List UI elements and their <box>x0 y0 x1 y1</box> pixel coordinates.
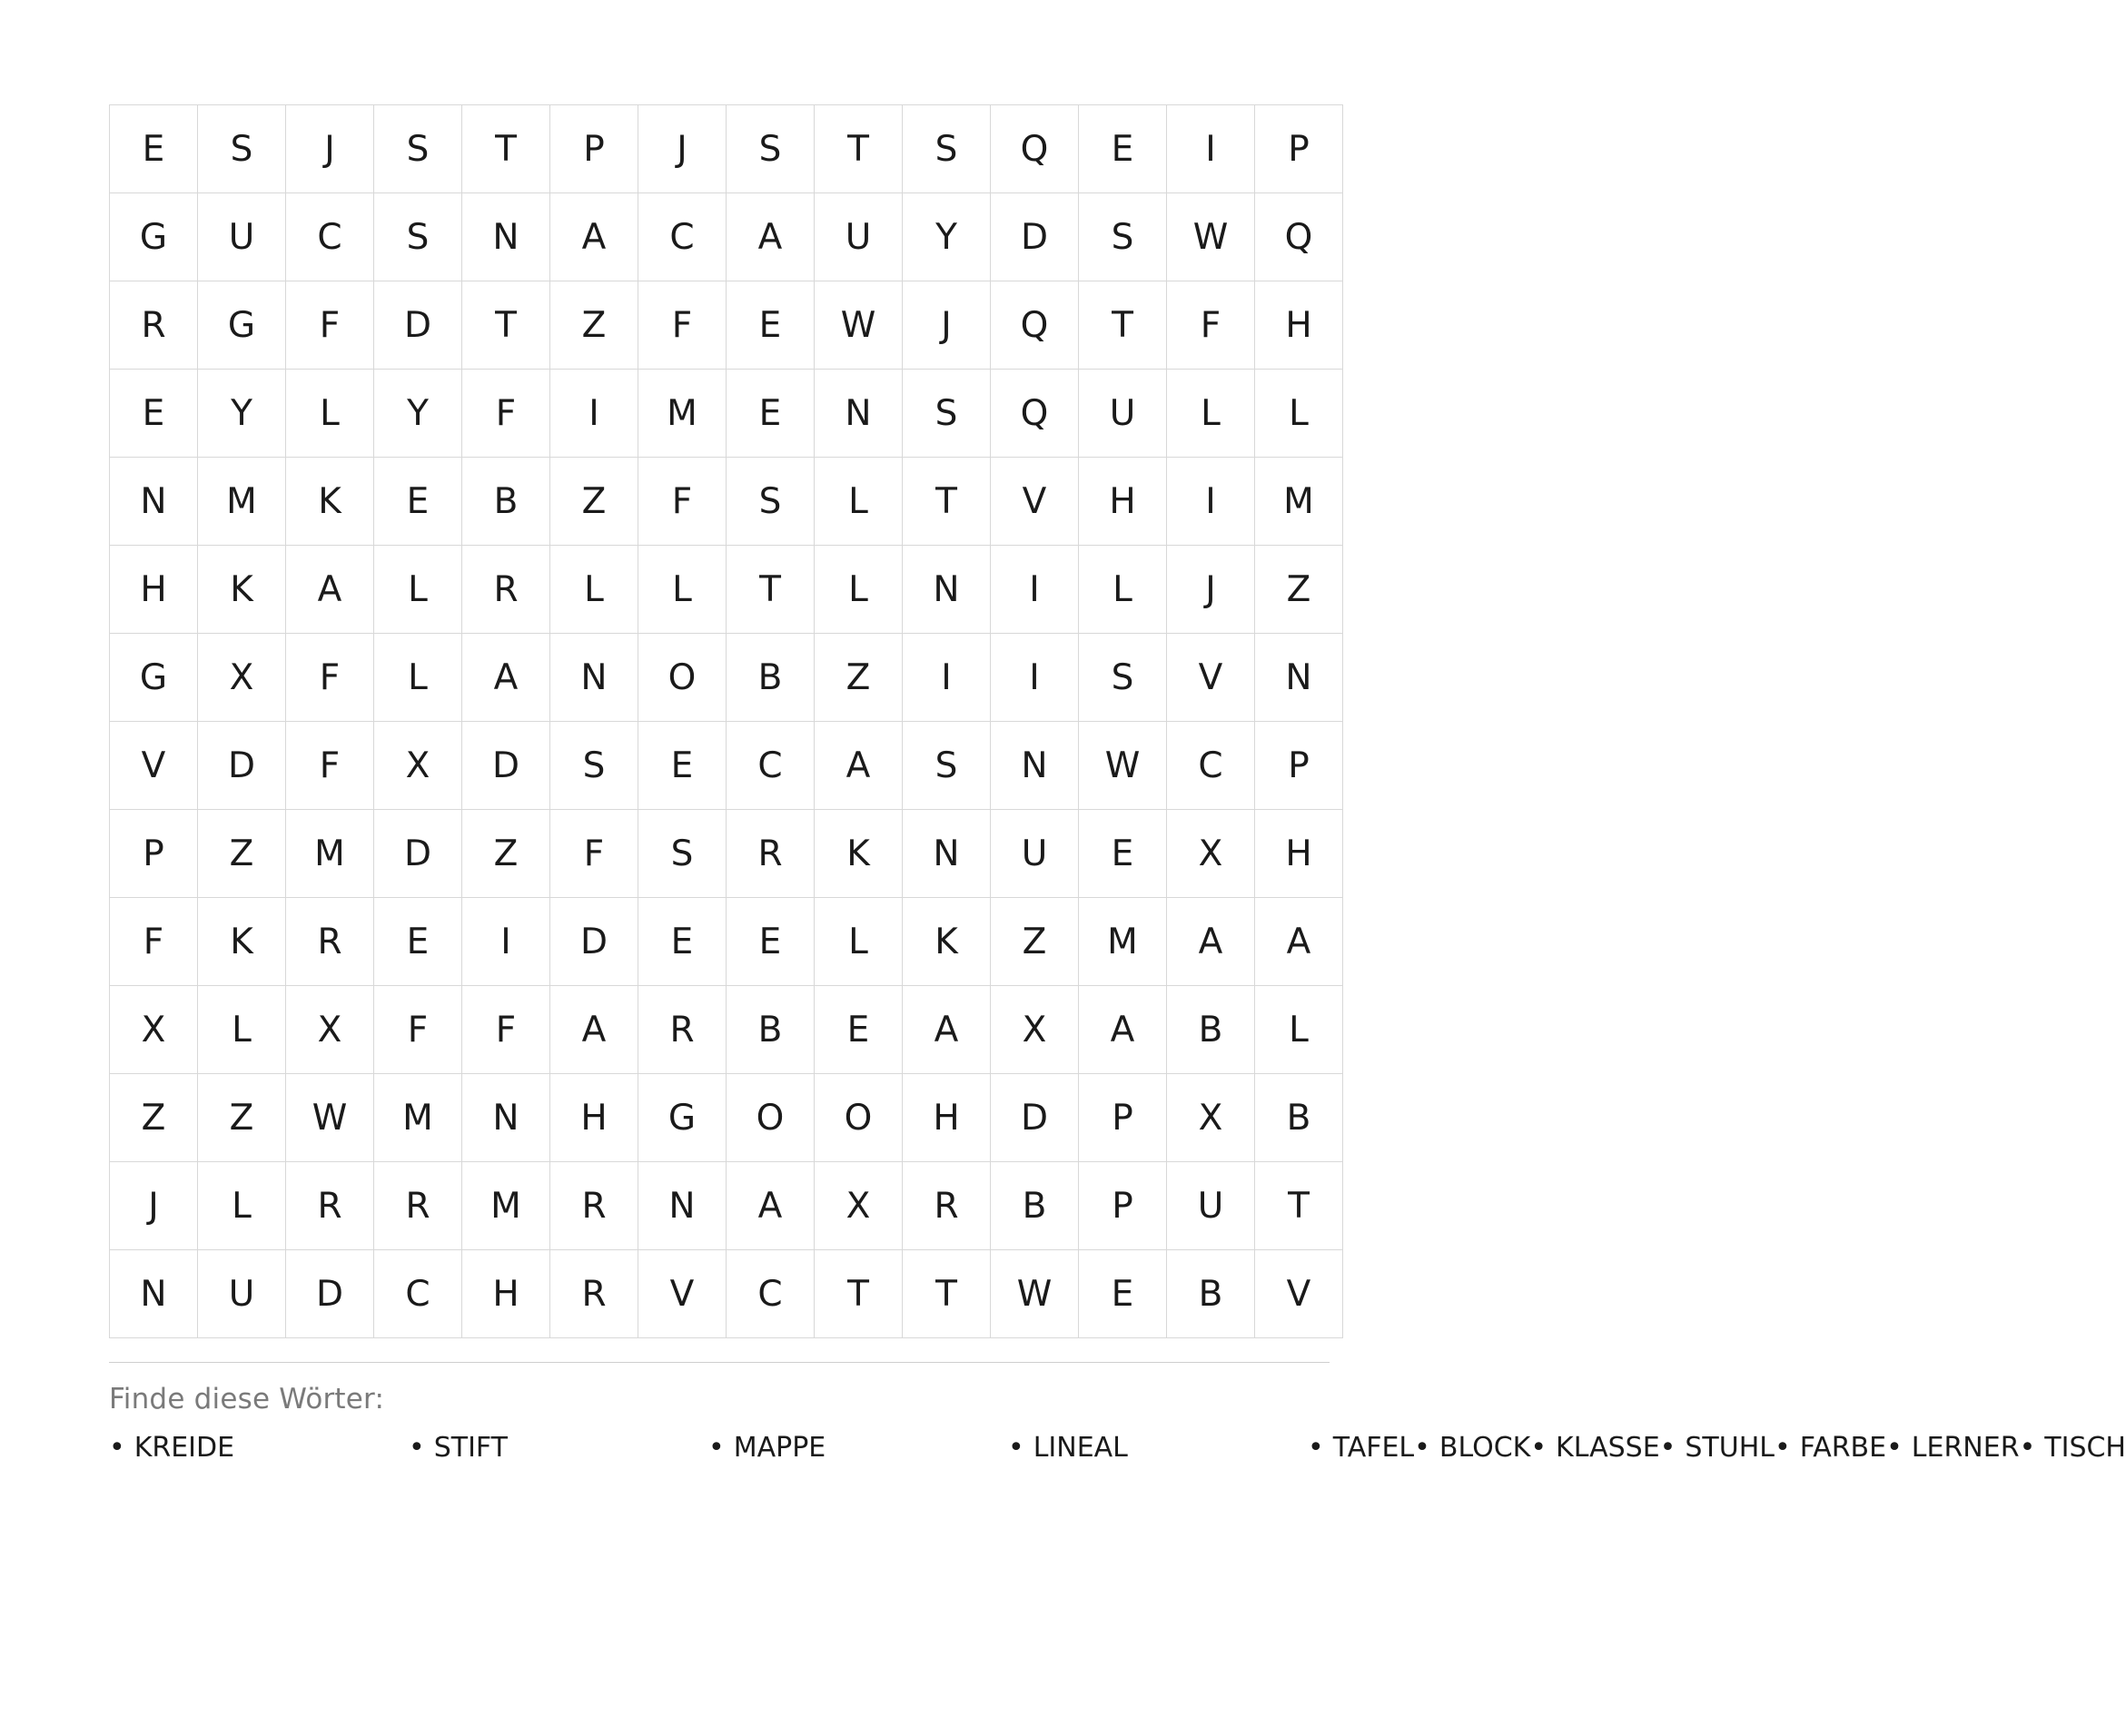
grid-cell[interactable]: H <box>550 1074 638 1162</box>
grid-cell[interactable]: L <box>374 634 462 722</box>
grid-cell[interactable]: M <box>462 1162 550 1250</box>
grid-cell[interactable]: F <box>374 986 462 1074</box>
bullet-icon: • <box>1414 1432 1430 1464</box>
grid-cell[interactable]: Z <box>815 634 903 722</box>
grid-cell[interactable]: L <box>550 546 638 634</box>
grid-cell[interactable]: R <box>286 1162 374 1250</box>
grid-cell[interactable]: R <box>374 1162 462 1250</box>
grid-cell[interactable]: S <box>1079 634 1167 722</box>
grid-cell[interactable]: D <box>462 722 550 810</box>
grid-cell[interactable]: G <box>198 281 286 370</box>
grid-cell[interactable]: S <box>727 105 815 193</box>
bullet-icon: • <box>1308 1432 1324 1464</box>
grid-cell[interactable]: E <box>638 898 727 986</box>
grid-cell[interactable]: Q <box>991 105 1079 193</box>
grid-cell[interactable]: T <box>1255 1162 1343 1250</box>
grid-cell[interactable]: H <box>1079 458 1167 546</box>
grid-cell[interactable]: S <box>374 105 462 193</box>
grid-cell[interactable]: C <box>727 722 815 810</box>
grid-cell[interactable]: X <box>374 722 462 810</box>
grid-cell[interactable]: D <box>198 722 286 810</box>
grid-cell[interactable]: V <box>110 722 198 810</box>
grid-cell[interactable]: N <box>638 1162 727 1250</box>
grid-cell[interactable]: B <box>727 634 815 722</box>
grid-cell[interactable]: S <box>198 105 286 193</box>
grid-cell[interactable]: T <box>815 105 903 193</box>
grid-cell[interactable]: Y <box>903 193 991 281</box>
grid-cell[interactable]: U <box>198 193 286 281</box>
grid-cell[interactable]: H <box>462 1250 550 1338</box>
grid-cell[interactable]: G <box>638 1074 727 1162</box>
grid-cell[interactable]: A <box>815 722 903 810</box>
grid-cell[interactable]: T <box>903 1250 991 1338</box>
grid-cell[interactable]: L <box>1255 986 1343 1074</box>
grid-cell[interactable]: T <box>462 105 550 193</box>
grid-cell[interactable]: B <box>991 1162 1079 1250</box>
bullet-icon: • <box>409 1432 425 1464</box>
wordlist-item-label: TAFEL <box>1332 1432 1415 1464</box>
grid-cell[interactable]: E <box>374 458 462 546</box>
section-divider <box>109 1362 1330 1363</box>
grid-cell[interactable]: X <box>110 986 198 1074</box>
grid-cell[interactable]: L <box>1255 370 1343 458</box>
grid-cell[interactable]: T <box>903 458 991 546</box>
grid-cell[interactable]: F <box>638 281 727 370</box>
grid-cell[interactable]: S <box>903 722 991 810</box>
wordlist-title: Finde diese Wörter: <box>109 1383 385 1415</box>
wordlist-item[interactable] <box>2020 1432 2126 1482</box>
grid-cell[interactable]: O <box>727 1074 815 1162</box>
grid-cell[interactable]: U <box>991 810 1079 898</box>
grid-cell[interactable]: N <box>110 1250 198 1338</box>
grid-cell[interactable]: D <box>374 281 462 370</box>
grid-cell[interactable]: W <box>991 1250 1079 1338</box>
grid-cell[interactable]: W <box>1167 193 1255 281</box>
grid-cell[interactable]: B <box>462 458 550 546</box>
grid-cell[interactable]: S <box>374 193 462 281</box>
wordlist-item-label: LERNER <box>1911 1432 2020 1464</box>
word-search-grid <box>109 104 1343 1338</box>
wordlist-item[interactable] <box>1886 1432 2019 1482</box>
grid-cell[interactable]: N <box>550 634 638 722</box>
grid-cell[interactable]: X <box>815 1162 903 1250</box>
grid-cell[interactable]: L <box>198 986 286 1074</box>
grid-cell[interactable]: H <box>903 1074 991 1162</box>
grid-cell[interactable]: I <box>1167 105 1255 193</box>
grid-cell[interactable]: D <box>991 1074 1079 1162</box>
grid-row <box>110 546 1343 634</box>
grid-cell[interactable]: L <box>638 546 727 634</box>
wordlist-item[interactable] <box>1530 1432 1659 1482</box>
grid-cell[interactable]: M <box>1255 458 1343 546</box>
grid-cell[interactable]: Z <box>550 281 638 370</box>
grid-cell[interactable]: J <box>286 105 374 193</box>
grid-cell[interactable]: U <box>198 1250 286 1338</box>
grid-cell[interactable]: F <box>1167 281 1255 370</box>
grid-cell[interactable]: K <box>198 546 286 634</box>
grid-cell[interactable]: Z <box>198 1074 286 1162</box>
grid-cell[interactable]: P <box>550 105 638 193</box>
grid-cell[interactable]: K <box>815 810 903 898</box>
grid-cell[interactable]: Z <box>198 810 286 898</box>
grid-cell[interactable]: F <box>286 722 374 810</box>
bullet-icon: • <box>109 1432 125 1464</box>
grid-cell[interactable]: D <box>374 810 462 898</box>
grid-cell[interactable]: E <box>638 722 727 810</box>
grid-cell[interactable]: N <box>991 722 1079 810</box>
wordlist-item-label: BLOCK <box>1439 1432 1531 1464</box>
grid-cell[interactable]: A <box>727 193 815 281</box>
wordlist-item-label: LINEAL <box>1033 1432 1128 1464</box>
grid-row <box>110 810 1343 898</box>
bullet-icon: • <box>708 1432 725 1464</box>
grid-cell[interactable]: C <box>374 1250 462 1338</box>
grid-cell[interactable]: R <box>727 810 815 898</box>
grid-cell[interactable]: E <box>1079 105 1167 193</box>
grid-cell[interactable]: L <box>1079 546 1167 634</box>
grid-cell[interactable]: Q <box>991 370 1079 458</box>
grid-cell[interactable]: N <box>903 810 991 898</box>
grid-cell[interactable]: A <box>550 986 638 1074</box>
grid-cell[interactable]: Z <box>462 810 550 898</box>
grid-cell[interactable]: F <box>462 986 550 1074</box>
grid-cell[interactable]: N <box>815 370 903 458</box>
grid-cell[interactable]: E <box>110 370 198 458</box>
grid-cell[interactable]: A <box>462 634 550 722</box>
grid-cell[interactable]: R <box>903 1162 991 1250</box>
word-search-page <box>109 104 2126 1482</box>
grid-cell[interactable]: O <box>815 1074 903 1162</box>
grid-cell[interactable]: T <box>1079 281 1167 370</box>
wordlist-item[interactable] <box>1308 1432 1414 1482</box>
grid-cell[interactable]: F <box>638 458 727 546</box>
grid-cell[interactable]: P <box>110 810 198 898</box>
grid-cell[interactable]: X <box>286 986 374 1074</box>
grid-cell[interactable]: A <box>286 546 374 634</box>
grid-row <box>110 986 1343 1074</box>
grid-cell[interactable]: D <box>286 1250 374 1338</box>
grid-cell[interactable]: E <box>110 105 198 193</box>
grid-cell[interactable]: I <box>991 546 1079 634</box>
grid-row <box>110 193 1343 281</box>
wordlist-item[interactable] <box>409 1432 708 1482</box>
grid-cell[interactable]: Z <box>991 898 1079 986</box>
grid-cell[interactable]: A <box>550 193 638 281</box>
grid-cell[interactable]: N <box>903 546 991 634</box>
grid-cell[interactable]: M <box>286 810 374 898</box>
grid-cell[interactable]: C <box>1167 722 1255 810</box>
grid-cell[interactable]: N <box>462 1074 550 1162</box>
grid-cell[interactable]: L <box>815 546 903 634</box>
grid-cell[interactable]: S <box>550 722 638 810</box>
bullet-icon: • <box>1659 1432 1676 1464</box>
grid-cell[interactable]: M <box>638 370 727 458</box>
grid-cell[interactable]: G <box>110 193 198 281</box>
grid-cell[interactable]: S <box>638 810 727 898</box>
grid-cell[interactable]: K <box>198 898 286 986</box>
grid-cell[interactable]: K <box>903 898 991 986</box>
bullet-icon: • <box>1008 1432 1024 1464</box>
bullet-icon: • <box>1530 1432 1548 1464</box>
grid-cell[interactable]: A <box>903 986 991 1074</box>
grid-cell[interactable]: J <box>110 1162 198 1250</box>
grid-cell[interactable]: E <box>727 281 815 370</box>
grid-cell[interactable]: V <box>1167 634 1255 722</box>
wordlist-item[interactable] <box>708 1432 1008 1482</box>
wordlist-item[interactable] <box>1414 1432 1530 1482</box>
grid-cell[interactable]: L <box>815 458 903 546</box>
grid-cell[interactable]: M <box>1079 898 1167 986</box>
grid-cell[interactable]: M <box>374 1074 462 1162</box>
wordlist-item-label: KREIDE <box>133 1432 235 1464</box>
grid-cell[interactable]: Q <box>991 281 1079 370</box>
grid-cell[interactable]: R <box>110 281 198 370</box>
grid-cell[interactable]: S <box>727 458 815 546</box>
grid-cell[interactable]: C <box>727 1250 815 1338</box>
grid-cell[interactable]: W <box>1079 722 1167 810</box>
grid-cell[interactable]: L <box>198 1162 286 1250</box>
grid-cell[interactable]: E <box>727 898 815 986</box>
grid-cell[interactable]: F <box>286 634 374 722</box>
grid-cell[interactable]: F <box>286 281 374 370</box>
grid-cell[interactable]: Z <box>110 1074 198 1162</box>
grid-cell[interactable]: O <box>638 634 727 722</box>
grid-cell[interactable]: A <box>1167 898 1255 986</box>
grid-cell[interactable]: X <box>1167 810 1255 898</box>
grid-cell[interactable]: D <box>991 193 1079 281</box>
grid-cell[interactable]: N <box>462 193 550 281</box>
wordlist <box>109 1432 2126 1482</box>
grid-cell[interactable]: J <box>903 281 991 370</box>
grid-cell[interactable]: T <box>815 1250 903 1338</box>
grid-cell[interactable]: Q <box>1255 193 1343 281</box>
grid-row <box>110 722 1343 810</box>
grid-body <box>110 105 1343 1338</box>
grid-cell[interactable]: E <box>374 898 462 986</box>
grid-cell[interactable]: L <box>374 546 462 634</box>
grid-cell[interactable]: C <box>638 193 727 281</box>
grid-cell[interactable]: N <box>1255 634 1343 722</box>
grid-cell[interactable]: R <box>462 546 550 634</box>
grid-cell[interactable]: R <box>638 986 727 1074</box>
wordlist-item-label: TISCH <box>2044 1432 2126 1464</box>
grid-cell[interactable]: P <box>1255 722 1343 810</box>
grid-cell[interactable]: A <box>1079 986 1167 1074</box>
grid-cell[interactable]: I <box>462 898 550 986</box>
grid-cell[interactable]: I <box>1167 458 1255 546</box>
grid-cell[interactable]: B <box>727 986 815 1074</box>
grid-cell[interactable]: K <box>286 458 374 546</box>
grid-cell[interactable]: S <box>903 370 991 458</box>
grid-cell[interactable]: X <box>198 634 286 722</box>
grid-cell[interactable]: H <box>110 546 198 634</box>
wordlist-item[interactable] <box>1775 1432 1886 1482</box>
grid-cell[interactable]: R <box>550 1250 638 1338</box>
grid-cell[interactable]: L <box>1167 370 1255 458</box>
grid-row <box>110 458 1343 546</box>
grid-cell[interactable]: T <box>462 281 550 370</box>
grid-cell[interactable]: U <box>815 193 903 281</box>
wordlist-item[interactable] <box>1660 1432 1775 1482</box>
grid-cell[interactable]: H <box>1255 281 1343 370</box>
grid-cell[interactable]: I <box>550 370 638 458</box>
grid-cell[interactable]: A <box>1255 898 1343 986</box>
grid-cell[interactable]: T <box>727 546 815 634</box>
grid-cell[interactable]: L <box>815 898 903 986</box>
grid-cell[interactable]: W <box>286 1074 374 1162</box>
grid-cell[interactable]: D <box>550 898 638 986</box>
grid-row <box>110 898 1343 986</box>
grid-cell[interactable]: F <box>110 898 198 986</box>
grid-cell[interactable]: X <box>991 986 1079 1074</box>
grid-cell[interactable]: R <box>550 1162 638 1250</box>
grid-cell[interactable]: J <box>638 105 727 193</box>
grid-cell[interactable]: H <box>1255 810 1343 898</box>
grid-cell[interactable]: Z <box>550 458 638 546</box>
grid-cell[interactable]: V <box>991 458 1079 546</box>
grid-cell[interactable]: N <box>110 458 198 546</box>
grid-cell[interactable]: V <box>638 1250 727 1338</box>
grid-cell[interactable]: S <box>903 105 991 193</box>
grid-cell[interactable]: W <box>815 281 903 370</box>
grid-cell[interactable]: C <box>286 193 374 281</box>
grid-cell[interactable]: X <box>1167 1074 1255 1162</box>
grid-row <box>110 281 1343 370</box>
wordlist-item-label: FARBE <box>1799 1432 1887 1464</box>
grid-cell[interactable]: S <box>1079 193 1167 281</box>
grid-cell[interactable]: E <box>1079 810 1167 898</box>
grid-cell[interactable]: F <box>550 810 638 898</box>
grid-row <box>110 1074 1343 1162</box>
grid-cell[interactable]: U <box>1079 370 1167 458</box>
grid-row <box>110 105 1343 193</box>
wordlist-item-label: STUHL <box>1685 1432 1775 1464</box>
grid-cell[interactable]: E <box>1079 1250 1167 1338</box>
grid-cell[interactable]: P <box>1079 1074 1167 1162</box>
wordlist-item[interactable] <box>109 1432 409 1482</box>
bullet-icon: • <box>1774 1432 1791 1464</box>
grid-row <box>110 370 1343 458</box>
grid-cell[interactable]: J <box>1167 546 1255 634</box>
grid-row <box>110 1162 1343 1250</box>
grid-row <box>110 1250 1343 1338</box>
grid-cell[interactable]: P <box>1079 1162 1167 1250</box>
grid-cell[interactable]: M <box>198 458 286 546</box>
grid-cell[interactable]: E <box>815 986 903 1074</box>
grid-cell[interactable]: B <box>1167 986 1255 1074</box>
wordlist-item[interactable] <box>1008 1432 1308 1482</box>
wordlist-item-label: STIFT <box>433 1432 508 1464</box>
grid-cell[interactable]: Z <box>1255 546 1343 634</box>
grid-cell[interactable]: Y <box>198 370 286 458</box>
grid-cell[interactable]: I <box>903 634 991 722</box>
grid-cell[interactable]: A <box>727 1162 815 1250</box>
grid-cell[interactable]: U <box>1167 1162 1255 1250</box>
grid-cell[interactable]: R <box>286 898 374 986</box>
grid-cell[interactable]: E <box>727 370 815 458</box>
grid-cell[interactable]: Y <box>374 370 462 458</box>
grid-row <box>110 634 1343 722</box>
grid-cell[interactable]: L <box>286 370 374 458</box>
grid-cell[interactable]: P <box>1255 105 1343 193</box>
bullet-icon: • <box>2019 1432 2036 1464</box>
grid-cell[interactable]: G <box>110 634 198 722</box>
grid-cell[interactable]: B <box>1167 1250 1255 1338</box>
wordlist-item-label: KLASSE <box>1556 1432 1660 1464</box>
bullet-icon: • <box>1886 1432 1903 1464</box>
wordlist-item-label: MAPPE <box>733 1432 826 1464</box>
grid-cell[interactable]: F <box>462 370 550 458</box>
grid-cell[interactable]: B <box>1255 1074 1343 1162</box>
grid-cell[interactable]: I <box>991 634 1079 722</box>
grid-cell[interactable]: V <box>1255 1250 1343 1338</box>
